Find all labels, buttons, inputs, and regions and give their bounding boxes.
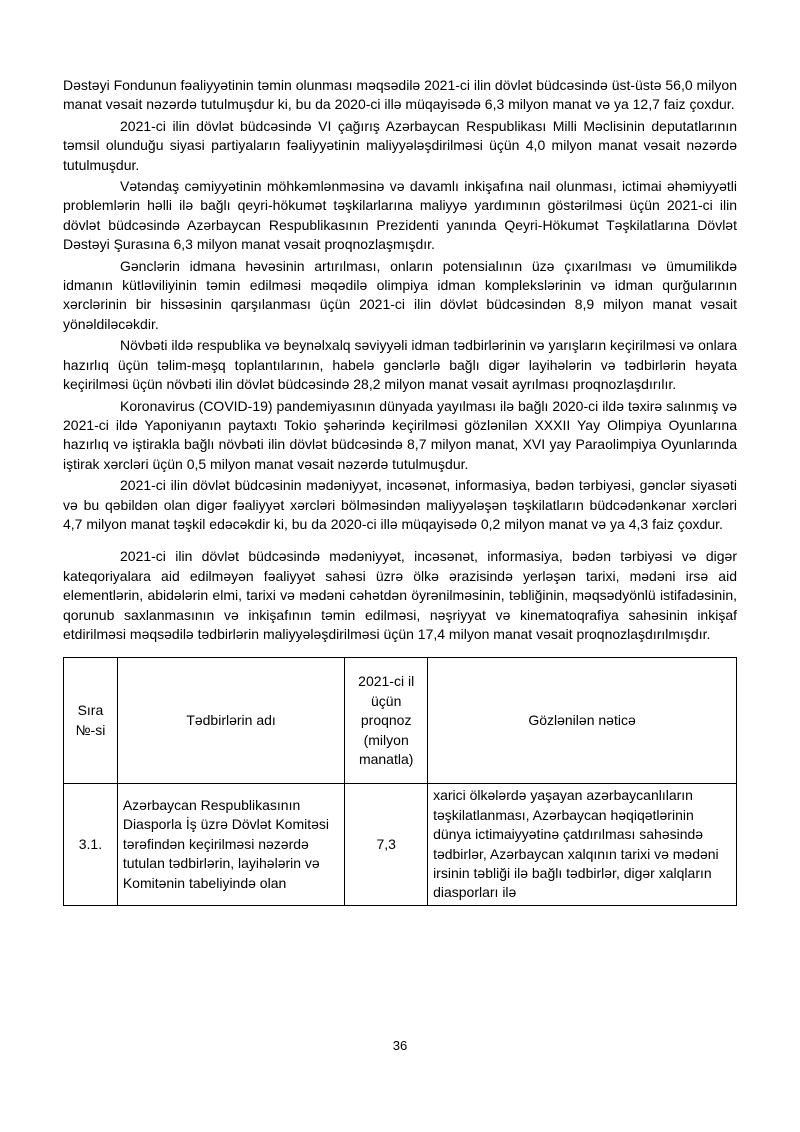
header-cell-forecast: 2021-ci il üçün proqnoz (milyon manatla) [345,658,428,784]
cell-row-number: 3.1. [64,784,118,905]
paragraph: Koronavirus (COVID-19) pandemiyasının dünyada yayılması ilə bağlı 2020-ci ildə təxirə salınmış və 2021-ci ildə Yaponiyanın paytaxtı Tokio şəhərində keçirilməsi gözlənilən XXXII Yay Olimpiya Oyunlarına hazırlıq və iştirakla bağlı növbəti ilin dövlət büdcəsində 8,7 milyon manat, XVI yay Paraolimpiya Oyunlarında iştirak xərcləri üçün 0,5 milyon manat vəsait nəzərdə tutulmuşdur. [63,397,737,472]
header-cell-row-number: Sıra №-si [64,658,118,784]
cell-forecast: 7,3 [345,784,428,905]
page-content [63,76,737,906]
paragraph: 2021-ci ilin dövlət büdcəsində mədəniyyət, incəsənət, informasiya, bədən tərbiyəsi və digər kateqoriyalara aid edilməyən fəaliyyət sahəsi üzrə ölkə ərazisində yerləşən tarixi, mədəni irsə aid elementlərin, abidələrin elmi, tarixi və mədəni cəhətdən öyrənilməsinin, təbliğinin, məqsədyönlü istifadəsinin, qorunub saxlanmasının və inkişafının təmin edilməsi, nəşriyyat və kinematoqrafiya sahəsinin inkişaf etdirilməsi məqsədilə tədbirlərin maliyyələşdirilməsi üçün 17,4 milyon manat vəsait proqnozlaşdırılmışdır. [63,548,737,642]
cell-expected-result: xarici ölkələrdə yaşayan azərbaycanlıların təşkilatlanması, Azərbaycan həqiqətlərinin dünya ictimaiyyətinə çatdırılması sahəsində tədbirlər, Azərbaycan xalqının tarixi və mədəni irsinin təbliği ilə bağlı tədbirlər, digər xalqların diasporları ilə [428,784,737,905]
budget-measures-table [63,657,737,905]
header-cell-expected-result: Gözlənilən nəticə [428,658,737,784]
header-cell-measure-name: Tədbirlərin adı [117,658,344,784]
page-number: 36 [392,1038,408,1053]
table-row [64,784,737,905]
paragraph: Gənclərin idmana həvəsinin artırılması, onların potensialının üzə çıxarılması və ümumilikdə idmanın kütləviliyinin təmin edilməsi məqədilə olimpiya idman komplekslərinin və idman qurğularının xərclərinin bir hissəsinin qarşılanması üçün 2021-ci ilin dövlət büdcəsindən 8,9 milyon manat vəsait yönəldiləcəkdir. [63,257,737,332]
paragraph: Dəstəyi Fondunun fəaliyyətinin təmin olunması məqsədilə 2021-ci ilin dövlət büdcəsində üst-üstə 56,0 milyon manat vəsait nəzərdə tutulmuşdur ki, bu da 2020-ci illə müqayisədə 6,3 milyon manat və ya 12,7 faiz çoxdur. [63,77,737,113]
table-header-row [64,658,737,784]
paragraph: 2021-ci ilin dövlət büdcəsinin mədəniyyət, incəsənət, informasiya, bədən tərbiyəsi, gənclər siyasəti və bu qəbildən olan digər fəaliyyət xərcləri bölməsindən maliyyələşən təşkilatların büdcədənkənar xərcləri 4,7 milyon manat təşkil edəcəkdir ki, bu da 2020-ci illə müqayisədə 0,2 milyon manat və ya 4,3 faiz çoxdur. [63,477,737,532]
paragraph: Vətəndaş cəmiyyətinin möhkəmlənməsinə və davamlı inkişafına nail olunması, ictimai əhəmiyyətli problemlərin həlli ilə bağlı qeyri-hökumət təşkilarlarına maliyyə yardımının göstərilməsi üçün 2021-ci ilin dövlət büdcəsində Azərbaycan Respublikasının Prezidenti yanında Qeyri-Hökumət Təşkilatlarına Dövlət Dəstəyi Şurasına 6,3 milyon manat vəsait proqnozlaşmışdır. [63,178,737,253]
paragraph: 2021-ci ilin dövlət büdcəsində VI çağırış Azərbaycan Respublikası Milli Məclisinin deputatlarının təmsil olunduğu siyasi partiyaların fəaliyyətinin maliyyələşdirilməsi üçün 4,0 milyon manat vəsait nəzərdə tutulmuşdur. [63,117,737,173]
paragraph: Növbəti ildə respublika və beynəlxalq səviyyəli idman tədbirlərinin və yarışların keçirilməsi və onlara hazırlıq üçün təlim-məşq toplantılarının, habelə gənclərlə bağlı digər layihələrin və tədbirlərin həyata keçirilməsi üçün növbəti ilin dövlət büdcəsində 28,2 milyon manat vəsait ayrılması proqnozlaşdırılır. [63,337,737,393]
cell-measure-name: Azərbaycan Respublikasının Diasporla İş üzrə Dövlət Komitəsi tərəfindən keçirilməsi nəzərdə tutulan tədbirlərin, layihələrin və Komitənin tabeliyində olan [117,784,344,905]
